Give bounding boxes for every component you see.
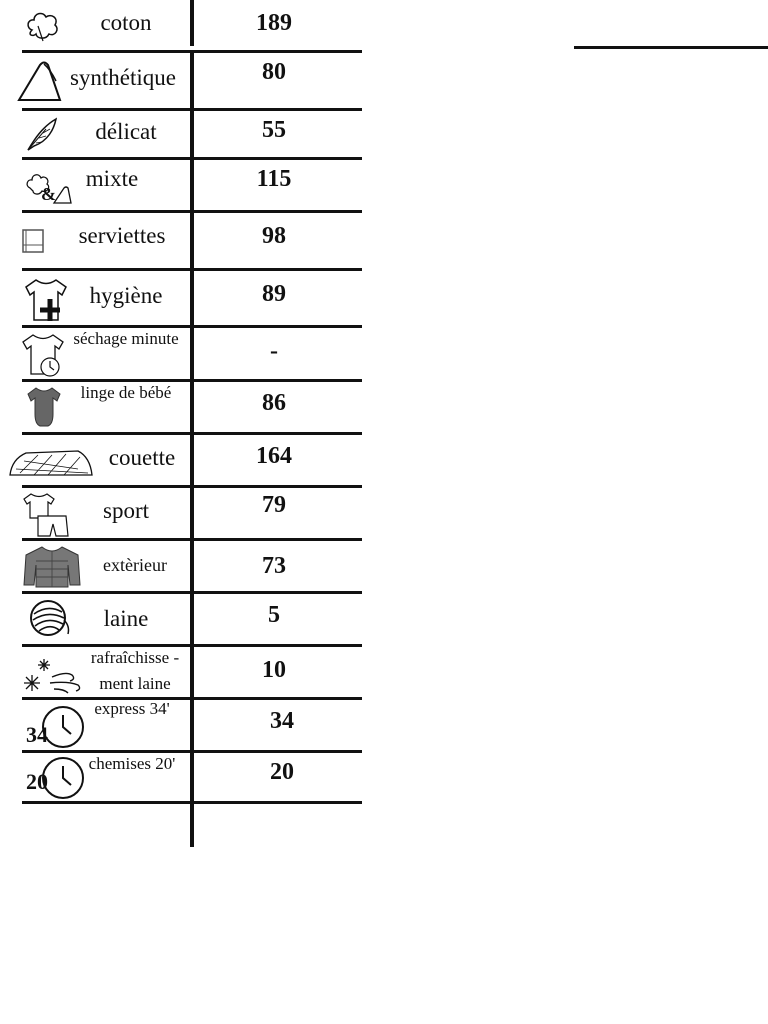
program-row-couette[interactable]	[0, 435, 362, 485]
program-label: serviettes	[78, 223, 166, 248]
program-row-rafraichissement-laine[interactable]	[0, 647, 362, 697]
program-row-hygiene[interactable]	[0, 271, 362, 325]
program-value: 189	[256, 10, 292, 36]
program-value: 34	[270, 708, 294, 734]
program-label: rafraîchisse -ment laine	[90, 648, 180, 693]
program-row-sechage-minute[interactable]	[0, 328, 362, 379]
timer-badge: 34	[26, 722, 48, 747]
program-value: 20	[270, 759, 294, 785]
duvet-icon	[8, 447, 94, 479]
program-value: 73	[262, 553, 286, 579]
program-value: 5	[268, 602, 280, 628]
program-label: délicat	[95, 119, 157, 144]
feather-icon	[24, 115, 60, 153]
program-row-laine[interactable]	[0, 594, 362, 644]
timer-badge: 20	[26, 769, 48, 794]
baby-bodysuit-icon	[26, 386, 62, 428]
program-label: linge de bébé	[80, 383, 172, 402]
program-row-mixte[interactable]	[0, 160, 362, 210]
program-row-express[interactable]	[0, 700, 362, 750]
towel-icon	[20, 227, 48, 255]
program-value: 115	[256, 166, 292, 192]
program-label: sport	[103, 498, 149, 523]
program-value: 164	[256, 443, 292, 469]
program-label: extèrieur	[103, 555, 167, 575]
synthetic-hanger-icon	[16, 59, 62, 103]
program-value: 80	[262, 59, 286, 85]
program-label: séchage minute	[73, 329, 179, 348]
program-value: 86	[262, 390, 286, 416]
row-divider	[22, 801, 362, 804]
program-label: mixte	[85, 166, 139, 191]
program-label: chemises 20'	[88, 754, 176, 773]
program-row-coton[interactable]	[0, 0, 362, 50]
program-label: express 34'	[94, 699, 170, 718]
program-label: synthétique	[69, 65, 177, 90]
program-row-serviettes[interactable]	[0, 213, 362, 268]
program-row-exterieur[interactable]	[0, 541, 362, 591]
svg-text:&: &	[41, 184, 56, 204]
cotton-icon	[24, 8, 62, 44]
program-row-synthetique[interactable]	[0, 53, 362, 108]
program-label: laine	[103, 606, 149, 631]
program-value: 10	[262, 657, 286, 683]
program-value: -	[270, 338, 278, 364]
program-value: 55	[262, 117, 286, 143]
program-value: 79	[262, 492, 286, 518]
top-right-rule	[574, 46, 768, 49]
program-row-sport[interactable]	[0, 488, 362, 538]
jacket-icon	[22, 545, 82, 589]
program-row-linge-de-bebe[interactable]	[0, 382, 362, 432]
program-row-chemises[interactable]	[0, 753, 362, 801]
program-label: couette	[108, 445, 176, 470]
program-value: 89	[262, 281, 286, 307]
program-row-delicat[interactable]	[0, 111, 362, 157]
program-label: coton	[100, 10, 152, 35]
program-label: hygiène	[89, 283, 163, 308]
refresh-wool-icon	[20, 655, 84, 695]
program-value: 98	[262, 223, 286, 249]
